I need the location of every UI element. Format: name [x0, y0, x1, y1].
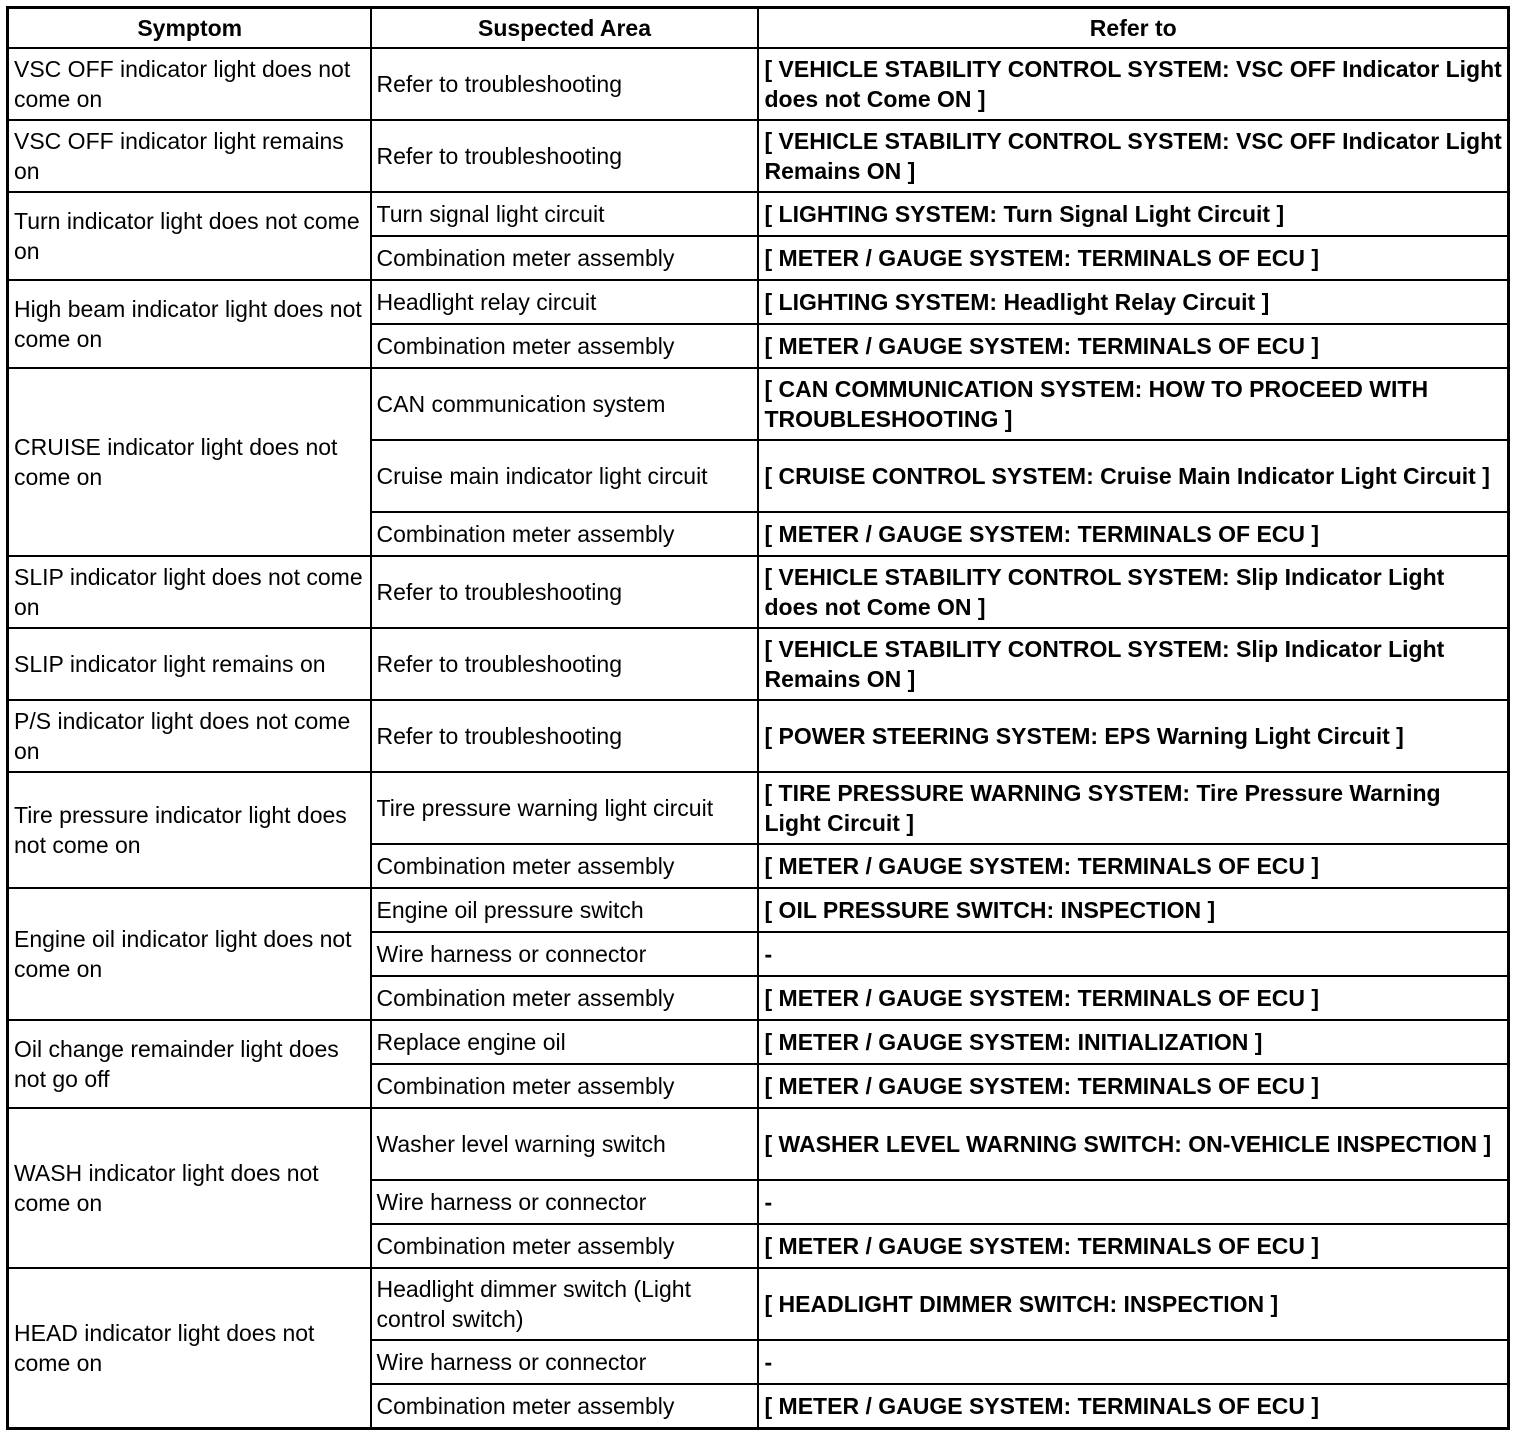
- table-row: [8, 700, 1509, 772]
- symptom-cell: SLIP indicator light does not come on: [8, 556, 371, 628]
- symptom-cell: HEAD indicator light does not come on: [8, 1268, 371, 1429]
- suspected-area-cell: Combination meter assembly: [371, 512, 758, 556]
- suspected-area-cell: Wire harness or connector: [371, 1340, 758, 1384]
- table-row: [8, 48, 1509, 120]
- table-header: [8, 8, 1509, 49]
- refer-to-cell: -: [758, 1340, 1509, 1384]
- refer-to-cell: [ WASHER LEVEL WARNING SWITCH: ON-VEHICLE INSPECTION ]: [758, 1108, 1509, 1180]
- refer-to-cell: [ LIGHTING SYSTEM: Turn Signal Light Circuit ]: [758, 192, 1509, 236]
- refer-to-cell: [ METER / GAUGE SYSTEM: TERMINALS OF ECU ]: [758, 976, 1509, 1020]
- suspected-area-cell: Replace engine oil: [371, 1020, 758, 1064]
- table-row: [8, 1268, 1509, 1340]
- symptom-cell: High beam indicator light does not come on: [8, 280, 371, 368]
- symptom-cell: VSC OFF indicator light remains on: [8, 120, 371, 192]
- refer-to-cell: [ OIL PRESSURE SWITCH: INSPECTION ]: [758, 888, 1509, 932]
- refer-to-cell: [ METER / GAUGE SYSTEM: TERMINALS OF ECU ]: [758, 1224, 1509, 1268]
- suspected-area-cell: Combination meter assembly: [371, 1384, 758, 1429]
- table-row: [8, 772, 1509, 844]
- header-suspected-area: Suspected Area: [371, 8, 758, 49]
- symptom-cell: CRUISE indicator light does not come on: [8, 368, 371, 556]
- refer-to-cell: [ LIGHTING SYSTEM: Headlight Relay Circuit ]: [758, 280, 1509, 324]
- suspected-area-cell: Refer to troubleshooting: [371, 700, 758, 772]
- suspected-area-cell: Washer level warning switch: [371, 1108, 758, 1180]
- refer-to-cell: [ METER / GAUGE SYSTEM: INITIALIZATION ]: [758, 1020, 1509, 1064]
- refer-to-cell: [ TIRE PRESSURE WARNING SYSTEM: Tire Pressure Warning Light Circuit ]: [758, 772, 1509, 844]
- suspected-area-cell: Wire harness or connector: [371, 932, 758, 976]
- refer-to-cell: [ VEHICLE STABILITY CONTROL SYSTEM: VSC OFF Indicator Light Remains ON ]: [758, 120, 1509, 192]
- table-row: [8, 628, 1509, 700]
- suspected-area-cell: Wire harness or connector: [371, 1180, 758, 1224]
- suspected-area-cell: Combination meter assembly: [371, 1224, 758, 1268]
- table-row: [8, 280, 1509, 324]
- header-refer-to: Refer to: [758, 8, 1509, 49]
- refer-to-cell: [ METER / GAUGE SYSTEM: TERMINALS OF ECU ]: [758, 844, 1509, 888]
- table-row: [8, 888, 1509, 932]
- table-row: [8, 556, 1509, 628]
- suspected-area-cell: Headlight dimmer switch (Light control switch): [371, 1268, 758, 1340]
- symptom-cell: Turn indicator light does not come on: [8, 192, 371, 280]
- suspected-area-cell: Refer to troubleshooting: [371, 120, 758, 192]
- suspected-area-cell: Combination meter assembly: [371, 324, 758, 368]
- table-row: [8, 1020, 1509, 1064]
- table-row: [8, 368, 1509, 440]
- troubleshooting-table: [6, 6, 1510, 1430]
- refer-to-cell: -: [758, 932, 1509, 976]
- symptom-cell: Tire pressure indicator light does not come on: [8, 772, 371, 888]
- symptom-cell: WASH indicator light does not come on: [8, 1108, 371, 1268]
- suspected-area-cell: Refer to troubleshooting: [371, 48, 758, 120]
- refer-to-cell: [ METER / GAUGE SYSTEM: TERMINALS OF ECU ]: [758, 1064, 1509, 1108]
- suspected-area-cell: CAN communication system: [371, 368, 758, 440]
- header-row: [8, 8, 1509, 49]
- refer-to-cell: [ VEHICLE STABILITY CONTROL SYSTEM: Slip Indicator Light Remains ON ]: [758, 628, 1509, 700]
- suspected-area-cell: Refer to troubleshooting: [371, 628, 758, 700]
- symptom-cell: VSC OFF indicator light does not come on: [8, 48, 371, 120]
- refer-to-cell: [ VEHICLE STABILITY CONTROL SYSTEM: VSC OFF Indicator Light does not Come ON ]: [758, 48, 1509, 120]
- suspected-area-cell: Engine oil pressure switch: [371, 888, 758, 932]
- table-row: [8, 1108, 1509, 1180]
- symptom-cell: SLIP indicator light remains on: [8, 628, 371, 700]
- header-symptom: Symptom: [8, 8, 371, 49]
- refer-to-cell: [ VEHICLE STABILITY CONTROL SYSTEM: Slip Indicator Light does not Come ON ]: [758, 556, 1509, 628]
- symptom-cell: Engine oil indicator light does not come on: [8, 888, 371, 1020]
- refer-to-cell: [ CAN COMMUNICATION SYSTEM: HOW TO PROCEED WITH TROUBLESHOOTING ]: [758, 368, 1509, 440]
- table-row: [8, 192, 1509, 236]
- symptom-cell: Oil change remainder light does not go off: [8, 1020, 371, 1108]
- refer-to-cell: [ HEADLIGHT DIMMER SWITCH: INSPECTION ]: [758, 1268, 1509, 1340]
- table-row: [8, 120, 1509, 192]
- refer-to-cell: [ METER / GAUGE SYSTEM: TERMINALS OF ECU ]: [758, 236, 1509, 280]
- suspected-area-cell: Combination meter assembly: [371, 1064, 758, 1108]
- refer-to-cell: [ CRUISE CONTROL SYSTEM: Cruise Main Indicator Light Circuit ]: [758, 440, 1509, 512]
- refer-to-cell: [ METER / GAUGE SYSTEM: TERMINALS OF ECU ]: [758, 512, 1509, 556]
- suspected-area-cell: Combination meter assembly: [371, 236, 758, 280]
- refer-to-cell: [ METER / GAUGE SYSTEM: TERMINALS OF ECU ]: [758, 324, 1509, 368]
- suspected-area-cell: Headlight relay circuit: [371, 280, 758, 324]
- refer-to-cell: [ POWER STEERING SYSTEM: EPS Warning Light Circuit ]: [758, 700, 1509, 772]
- suspected-area-cell: Turn signal light circuit: [371, 192, 758, 236]
- table-body: [8, 48, 1509, 1429]
- suspected-area-cell: Cruise main indicator light circuit: [371, 440, 758, 512]
- suspected-area-cell: Combination meter assembly: [371, 844, 758, 888]
- refer-to-cell: -: [758, 1180, 1509, 1224]
- suspected-area-cell: Combination meter assembly: [371, 976, 758, 1020]
- refer-to-cell: [ METER / GAUGE SYSTEM: TERMINALS OF ECU ]: [758, 1384, 1509, 1429]
- symptom-cell: P/S indicator light does not come on: [8, 700, 371, 772]
- suspected-area-cell: Refer to troubleshooting: [371, 556, 758, 628]
- suspected-area-cell: Tire pressure warning light circuit: [371, 772, 758, 844]
